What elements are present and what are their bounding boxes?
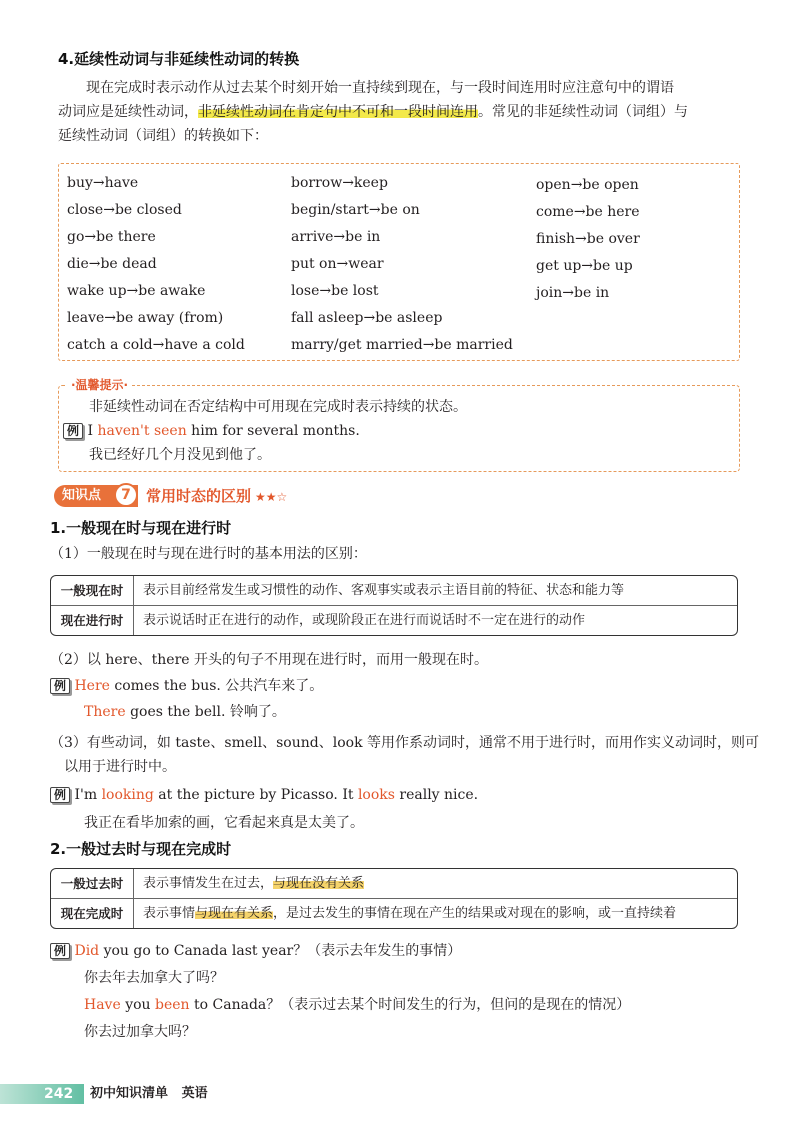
book-title: 初中知识清单 [90,1086,169,1101]
tense-comparison-table-1 [50,575,738,636]
page-footer-title [90,1084,208,1104]
tense-comparison-table-2 [50,868,738,929]
verb-pair: buy→have [67,175,139,191]
example-text: to Canada？（表示过去某个时间发生的行为，但问的是现在的情况） [189,997,631,1013]
table-row [51,869,737,898]
example-text: you [120,997,156,1013]
knowledge-point-number: 7 [114,483,138,507]
table-row-value: 表示目前经常发生或习惯性的动作、客观事实或表示主语目前的特征、状态和能力等 [143,583,625,598]
tip-label: ·温馨提示· [67,376,132,393]
subsection-1-point-3-line-1: （3）有些动词，如 taste、smell、sound、look 等用作系动词时，通常不用于进行时，而用作实义动词时，则可 [50,735,760,751]
example-text: him for several months. [186,423,360,439]
tip-box [58,378,740,472]
example-looking [50,784,478,806]
verb-pair: begin/start→be on [291,202,420,218]
verb-pair: wake up→be awake [67,283,206,299]
intro-text: 动词应是延续性动词， [58,104,198,120]
verb-column-1 [67,172,245,361]
example-highlight: haven't seen [97,423,187,439]
table-row-key: 现在进行时 [51,606,134,635]
example-highlight: Have [84,997,121,1013]
example-text: I [87,423,98,439]
table-row-key: 现在完成时 [51,899,134,928]
verb-pair: get up→be up [536,258,633,274]
example-here [50,675,323,697]
verb-conversion-box [58,163,740,361]
verb-pair: lose→be lost [291,283,379,299]
page-number: 242 [44,1086,74,1102]
verb-pair: leave→be away (from) [67,310,224,326]
subsection-1-point-3-line-2: 以用于进行时中。 [64,759,176,775]
example-highlight: looks [357,787,395,803]
subsection-2-title: 2.一般过去时与现在完成时 [50,840,232,858]
table-row-key: 一般过去时 [51,869,134,898]
table-row-value [134,869,364,898]
knowledge-point-title-text: 常用时态的区别 [146,487,252,505]
example-tag: 例 [50,787,70,803]
verb-pair: marry/get married→be married [291,337,513,353]
example-did [50,940,461,962]
verb-column-2 [291,172,513,361]
example-highlight: There [84,704,126,720]
verb-pair: open→be open [536,177,639,193]
example-tag: 例 [50,678,70,694]
example-tag: 例 [63,423,83,439]
key-rule-highlight: 非延续性动词在肯定句中不可和一段时间连用 [198,104,478,120]
verb-pair: close→be closed [67,202,182,218]
verb-pair: put on→wear [291,256,384,272]
example-highlight: Here [74,678,110,694]
table-row-value: 表示说话时正在进行的动作，或现阶段正在进行而说话时不一定在进行的动作 [143,613,586,628]
verb-pair: arrive→be in [291,229,381,245]
verb-pair: catch a cold→have a cold [67,337,245,353]
verb-pair: go→be there [67,229,156,245]
example-have-been [84,994,630,1016]
table-row [51,605,737,635]
example-text: you go to Canada last year？（表示去年发生的事情） [99,943,462,959]
table-row [51,576,737,605]
example-text: really nice. [394,787,479,803]
table-row-value [134,899,676,928]
table-row-highlight: 与现在没有关系 [273,876,365,891]
table-row-text: 表示事情 [143,906,196,921]
tip-example-translation: 我已经好几个月没见到他了。 [89,447,271,463]
verb-pair: join→be in [536,285,610,301]
tip-example [63,420,360,442]
example-tag: 例 [50,943,70,959]
verb-pair: die→be dead [67,256,157,272]
example-text: I'm [74,787,102,803]
intro-line-1: 现在完成时表示动作从过去某个时刻开始一直持续到现在，与一段时间连用时应注意句中的谓语 [86,80,674,96]
verb-pair: fall asleep→be asleep [291,310,443,326]
verb-pair: come→be here [536,204,640,220]
example-looking-translation: 我正在看毕加索的画，它看起来真是太美了。 [84,815,364,831]
example-highlight: looking [101,787,154,803]
tip-text: 非延续性动词在否定结构中可用现在完成时表示持续的状态。 [89,399,467,415]
table-row [51,898,737,928]
intro-paragraph [58,76,748,148]
verb-pair: borrow→keep [291,175,388,191]
subsection-1-point-1: （1）一般现在时与现在进行时的基本用法的区别： [50,546,367,562]
subsection-1-point-2: （2）以 here、there 开头的句子不用现在进行时，而用一般现在时。 [50,652,488,668]
intro-line-2 [58,100,748,124]
example-text: at the picture by Picasso. It [153,787,358,803]
example-have-been-translation: 你去过加拿大吗？ [84,1024,196,1040]
table-row-highlight: 与现在有关系 [195,906,274,921]
subject-label: 英语 [181,1086,208,1101]
verb-pair: finish→be over [536,231,640,247]
example-did-translation: 你去年去加拿大了吗？ [84,970,224,986]
subsection-1-title: 1.一般现在时与现在进行时 [50,519,232,537]
table-row-text: ，是过去发生的事情在现在产生的结果或对现在的影响，或一直持续着 [273,906,677,921]
example-text: comes the bus. 公共汽车来了。 [109,678,324,694]
example-highlight: Did [74,943,100,959]
example-highlight: been [155,997,190,1013]
difficulty-stars-icon: ★★☆ [255,490,288,504]
example-there [84,701,286,723]
knowledge-point-title [146,485,287,508]
table-row-text: 表示事情发生在过去， [143,876,274,891]
example-text: goes the bell. 铃响了。 [125,704,286,720]
table-row-key: 一般现在时 [51,576,134,605]
section-title: 4.延续性动词与非延续性动词的转换 [58,50,300,68]
intro-text-end: 。常见的非延续性动词（词组）与 [478,104,688,120]
knowledge-point-badge: 知识点 [54,485,138,507]
intro-line-3: 延续性动词（词组）的转换如下： [58,128,268,144]
verb-column-3 [536,174,640,309]
